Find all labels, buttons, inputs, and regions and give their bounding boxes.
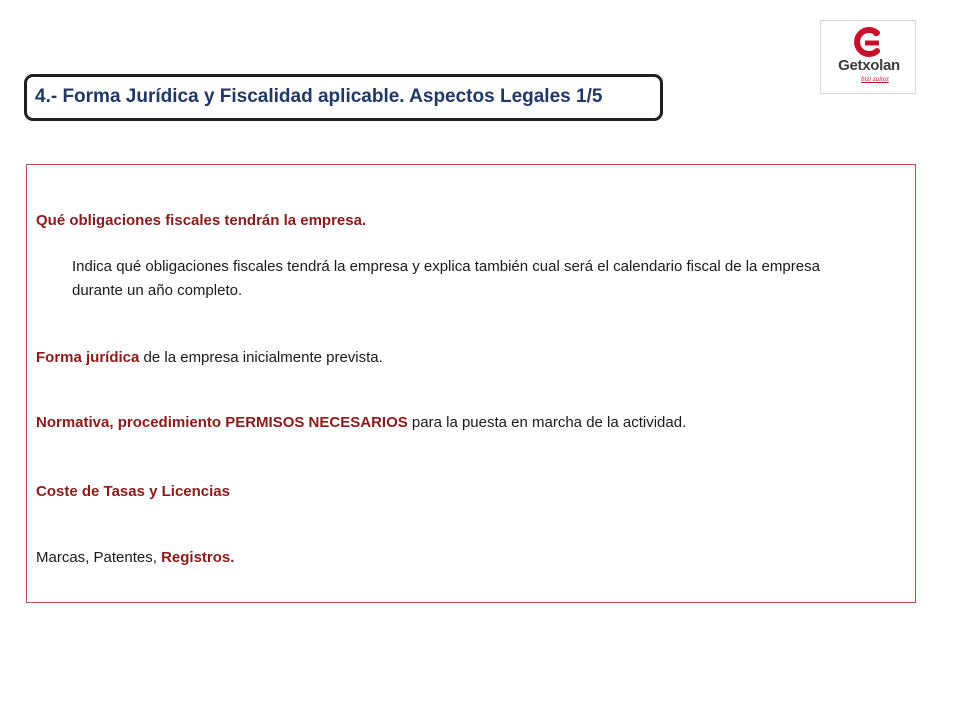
logo-mark-icon xyxy=(821,21,917,61)
marcas-line xyxy=(36,548,234,568)
coste-heading: Coste de Tasas y Licencias xyxy=(36,483,230,500)
getxolan-logo xyxy=(820,20,916,94)
normativa-highlight: Normativa, procedimiento PERMISOS NECESARIOS xyxy=(36,414,408,431)
logo-tagline: bizi zaitez xyxy=(861,75,889,83)
forma-juridica-text: de la empresa inicialmente prevista. xyxy=(139,349,383,366)
registros-highlight: Registros. xyxy=(161,549,235,566)
fiscal-description: Indica qué obligaciones fiscales tendrá la empresa y explica también cual será el calendario fiscal de la empresa durante un año completo. xyxy=(72,258,820,299)
forma-juridica-line xyxy=(36,348,383,368)
forma-juridica-highlight: Forma jurídica xyxy=(36,349,140,366)
content-box xyxy=(26,164,916,603)
fiscal-heading: Qué obligaciones fiscales tendrán la empresa. xyxy=(36,212,367,229)
slide-title: 4.- Forma Jurídica y Fiscalidad aplicable. Aspectos Legales 1/5 xyxy=(35,86,603,107)
normativa-text: para la puesta en marcha de la actividad. xyxy=(407,414,687,431)
slide-title-box xyxy=(24,74,663,121)
logo-name: Getxolan xyxy=(838,57,900,74)
normativa-line xyxy=(36,413,686,433)
marcas-text: Marcas, Patentes, xyxy=(36,549,162,566)
